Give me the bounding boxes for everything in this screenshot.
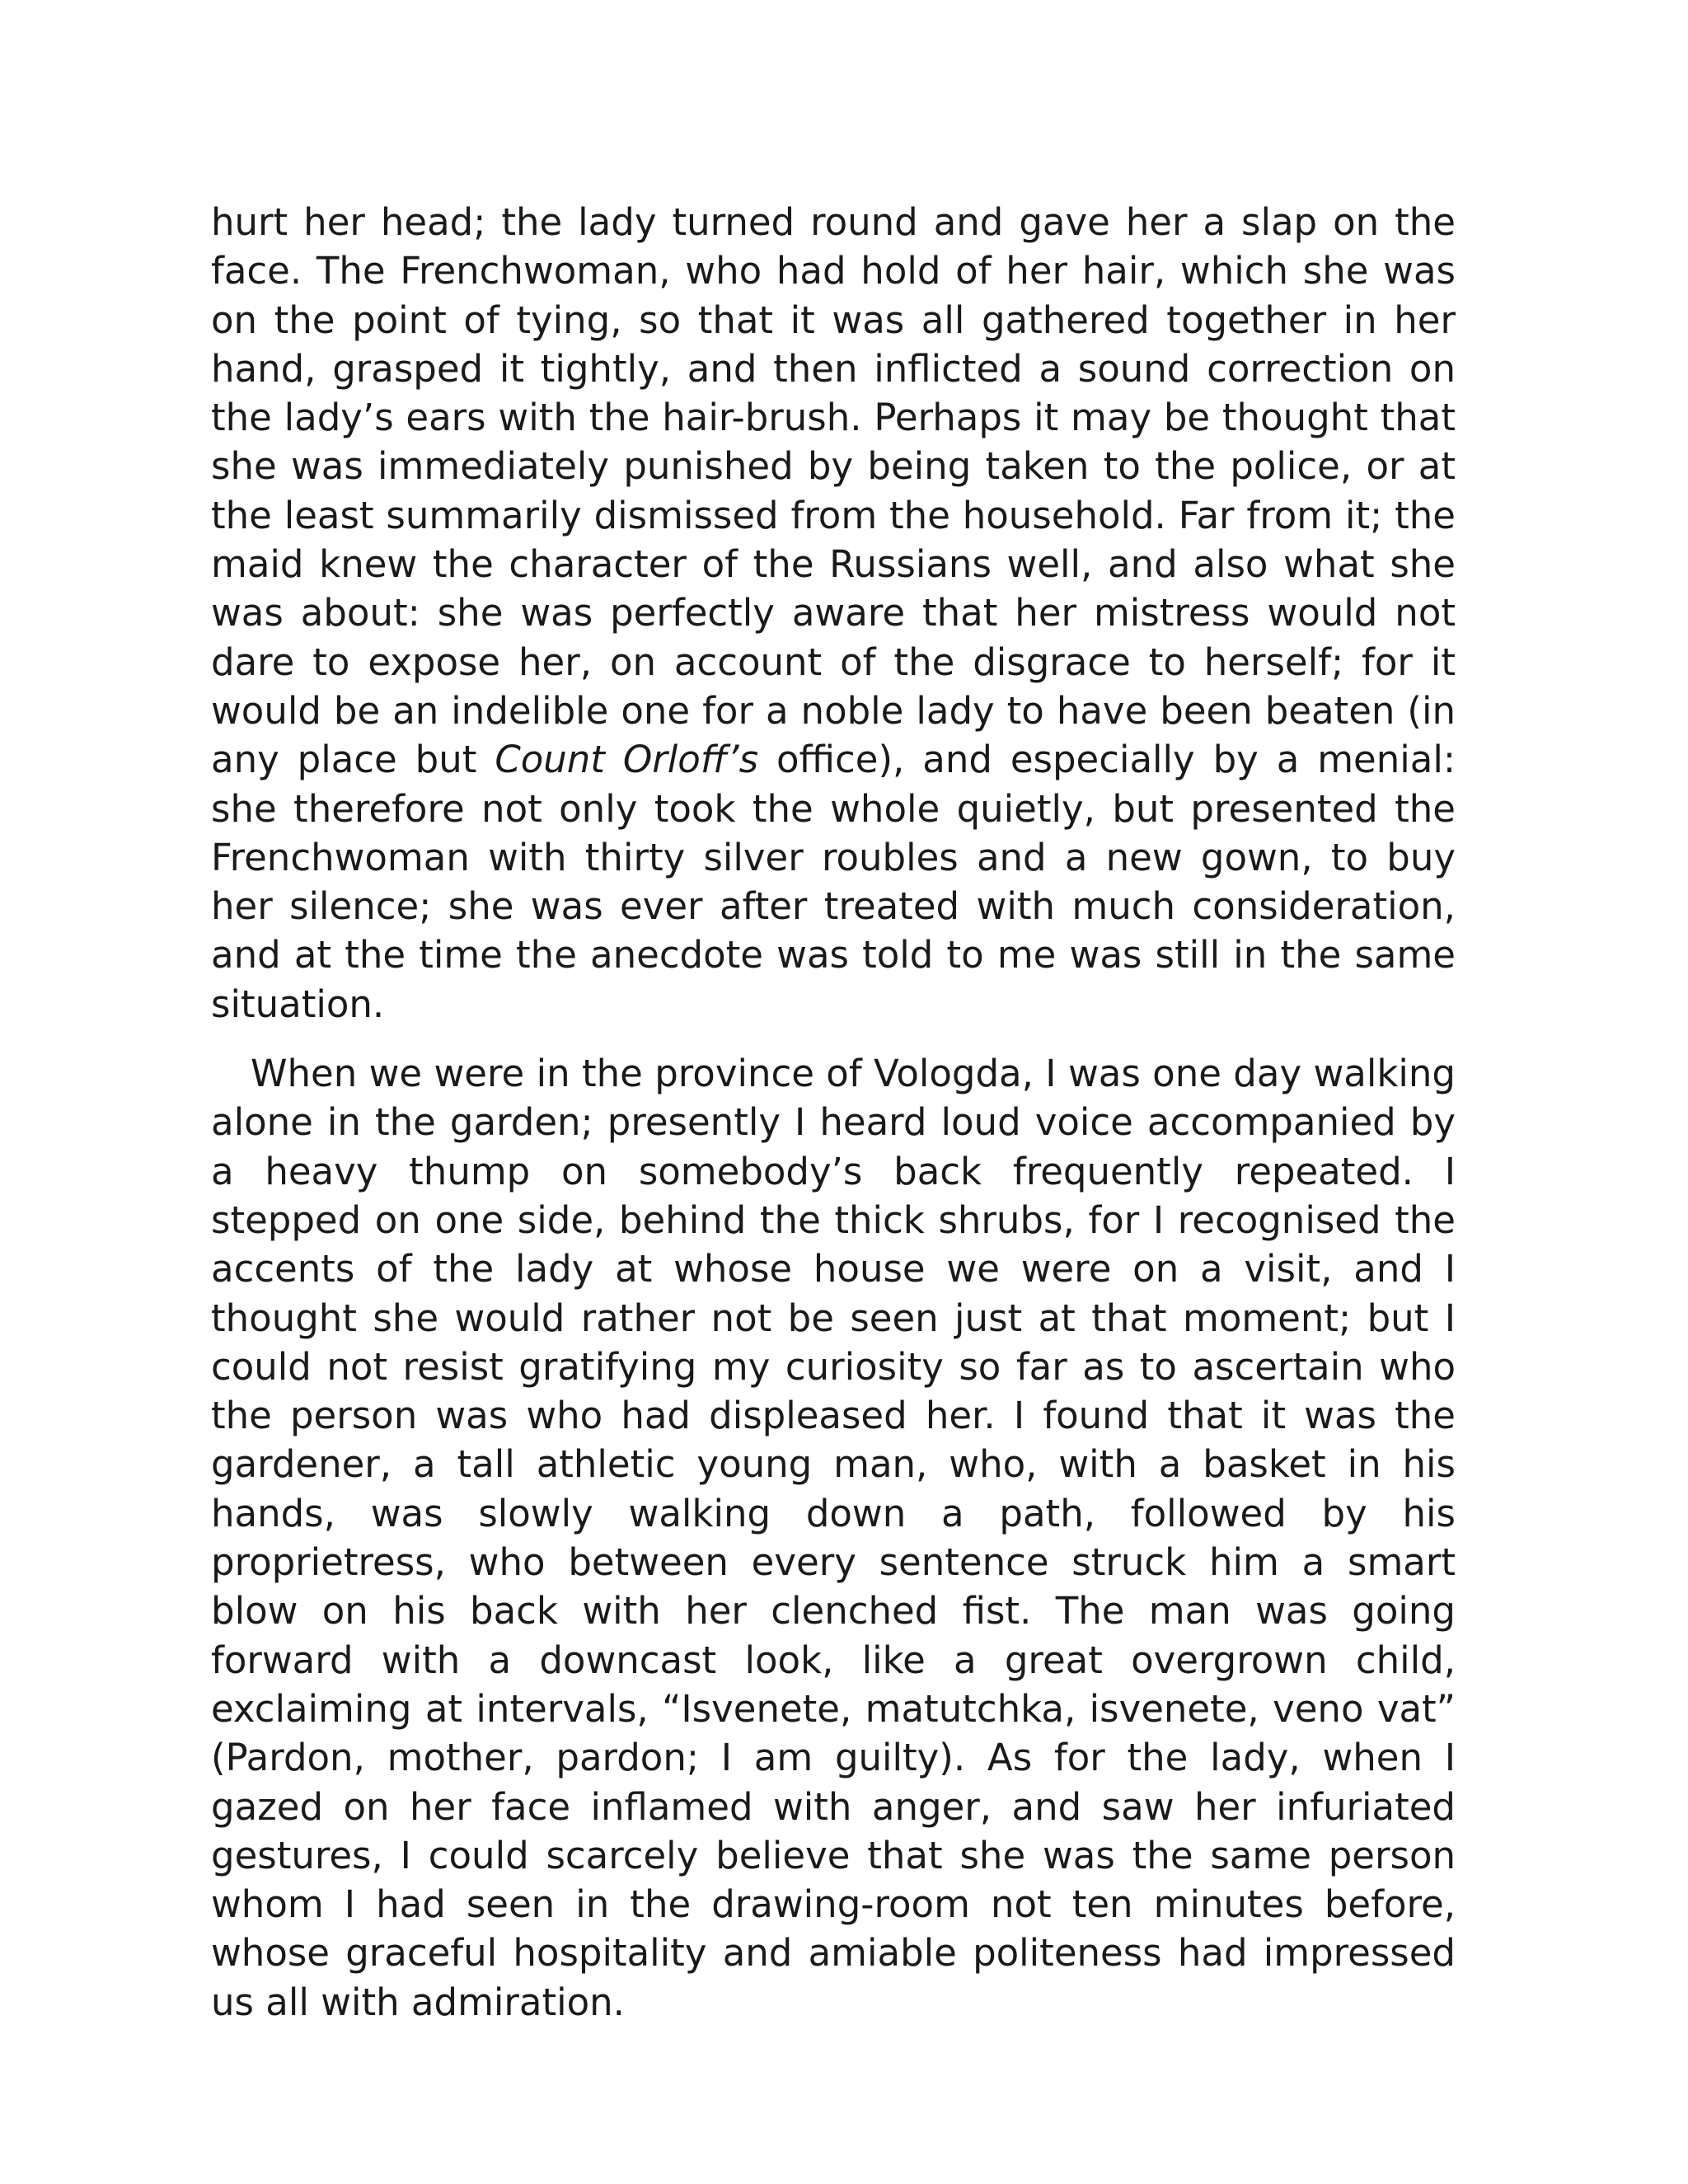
- paragraph-1-text-b: office), and especially by a menial: she therefore not only took the whole quietly, but presented the Frenchwoman with thirty silver roubles and a new gown, to buy her silence; she was ever after treated with much consideration, and at the time the anecdote was told to me was still in the same situation.: [211, 738, 1456, 1026]
- paragraph-1: [211, 198, 1456, 1029]
- paragraph-2: [211, 1049, 1456, 2027]
- paragraph-2-text: When we were in the province of Vologda, I was one day walking alone in the garden; presently I heard loud voice accompanied by a heavy thump on somebody’s back frequently repeated. I stepped on one side, behind the thick shrubs, for I recognised the accents of the lady at whose house we were on a visit, and I thought she would rather not be seen just at that moment; but I could not resist gratifying my curiosity so far as to ascertain who the person was who had displeased her. I found that it was the gardener, a tall athletic young man, who, with a basket in his hands, was slowly walking down a path, followed by his proprietress, who between every sentence struck him a smart blow on his back with her clenched fist. The man was going forward with a downcast look, like a great overgrown child, exclaiming at intervals, “Isvenete, matutchka, isvenete, veno vat” (Pardon, mother, pardon; I am guilty). As for the lady, when I gazed on her face inflamed with anger, and saw her infuriated gestures, I could scarcely believe that she was the same person whom I had seen in the drawing-room not ten minutes before, whose graceful hospitality and amiable politeness had impressed us all with admiration.: [211, 1052, 1456, 2024]
- paragraph-1-text-a: hurt her head; the lady turned round and gave her a slap on the face. The Frenchwoman, who had hold of her hair, which she was on the point of tying, so that it was all gathered together in her hand, grasped it tightly, and then inflicted a sound correction on the lady’s ears with the hair-brush. Perhaps it may be thought that she was immediately punished by being taken to the police, or at the least summarily dismissed from the household. Far from it; the maid knew the character of the Russians well, and also what she was about: she was perfectly aware that her mistress would not dare to expose her, on account of the disgrace to herself; for it would be an indelible one for a noble lady to have been beaten (in any place but: [211, 200, 1456, 782]
- paragraph-1-italic-count-orloff: Count Orloff’s: [495, 738, 759, 782]
- page-body: [211, 198, 1456, 2027]
